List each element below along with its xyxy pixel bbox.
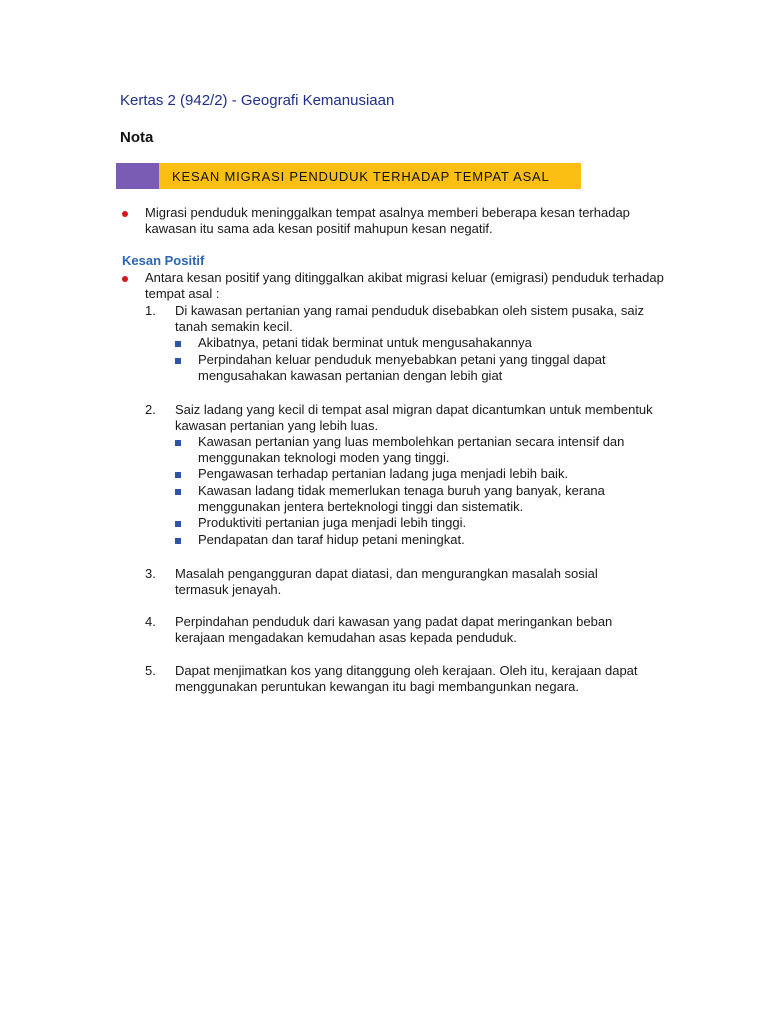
intro-paragraph: Migrasi penduduk meninggalkan tempat asalnya memberi beberapa kesan terhadap kawasan itu sama ada kesan positif mahupun kesan negatif.	[145, 205, 630, 236]
item-2-text: Saiz ladang yang kecil di tempat asal migran dapat dicantumkan untuk membentuk kawasan pertanian yang lebih luas.	[175, 402, 653, 433]
item-1-text: Di kawasan pertanian yang ramai penduduk disebabkan oleh sistem pusaka, saiz tanah semakin kecil.	[175, 303, 645, 334]
blue-square-bullet-icon	[175, 472, 181, 478]
item-2-sub-2: Pengawasan terhadap pertanian ladang juga menjadi lebih baik.	[198, 466, 569, 481]
item-number: 5.	[145, 663, 156, 678]
banner-title: KESAN MIGRASI PENDUDUK TERHADAP TEMPAT ASAL	[172, 168, 550, 184]
item-1-sub-2: Perpindahan keluar penduduk menyebabkan petani yang tinggal dapat mengusahakan kawasan pertanian dengan lebih giat	[198, 352, 606, 383]
item-4-text: Perpindahan penduduk dari kawasan yang padat dapat meringankan beban kerajaan mengadakan kemudahan asas kepada penduduk.	[175, 614, 613, 645]
item-1-sub-1: Akibatnya, petani tidak berminat untuk mengusahakannya	[198, 335, 532, 350]
banner-accent-block	[116, 163, 159, 189]
item-2-sub-1: Kawasan pertanian yang luas membolehkan pertanian secara intensif dan menggunakan teknologi moden yang tinggi.	[198, 434, 625, 465]
banner-band	[159, 163, 581, 189]
item-2-sub-5: Pendapatan dan taraf hidup petani meningkat.	[198, 532, 465, 547]
red-bullet-icon	[122, 276, 128, 282]
item-number: 4.	[145, 614, 156, 629]
item-number: 2.	[145, 402, 156, 417]
document-title: Kertas 2 (942/2) - Geografi Kemanusiaan	[120, 92, 395, 109]
blue-square-bullet-icon	[175, 489, 181, 495]
item-5-text: Dapat menjimatkan kos yang ditanggung oleh kerajaan. Oleh itu, kerajaan dapat menggunakan peruntukan kewangan itu bagi membangunkan negara.	[175, 663, 638, 694]
blue-square-bullet-icon	[175, 341, 181, 347]
kesan-positif-heading: Kesan Positif	[122, 253, 205, 268]
item-number: 1.	[145, 303, 156, 318]
blue-square-bullet-icon	[175, 521, 181, 527]
positif-lead: Antara kesan positif yang ditinggalkan akibat migrasi keluar (emigrasi) penduduk terhadap tempat asal :	[145, 270, 664, 301]
blue-square-bullet-icon	[175, 538, 181, 544]
item-number: 3.	[145, 566, 156, 581]
blue-square-bullet-icon	[175, 440, 181, 446]
section-banner	[116, 163, 581, 189]
red-bullet-icon	[122, 211, 128, 217]
item-2-sub-3: Kawasan ladang tidak memerlukan tenaga buruh yang banyak, kerana menggunakan jentera berteknologi tinggi dan sistematik.	[198, 483, 605, 514]
item-3-text: Masalah pengangguran dapat diatasi, dan mengurangkan masalah sosial termasuk jenayah.	[175, 566, 598, 597]
blue-square-bullet-icon	[175, 358, 181, 364]
nota-heading: Nota	[120, 129, 154, 146]
item-2-sub-4: Produktiviti pertanian juga menjadi lebih tinggi.	[198, 515, 467, 530]
